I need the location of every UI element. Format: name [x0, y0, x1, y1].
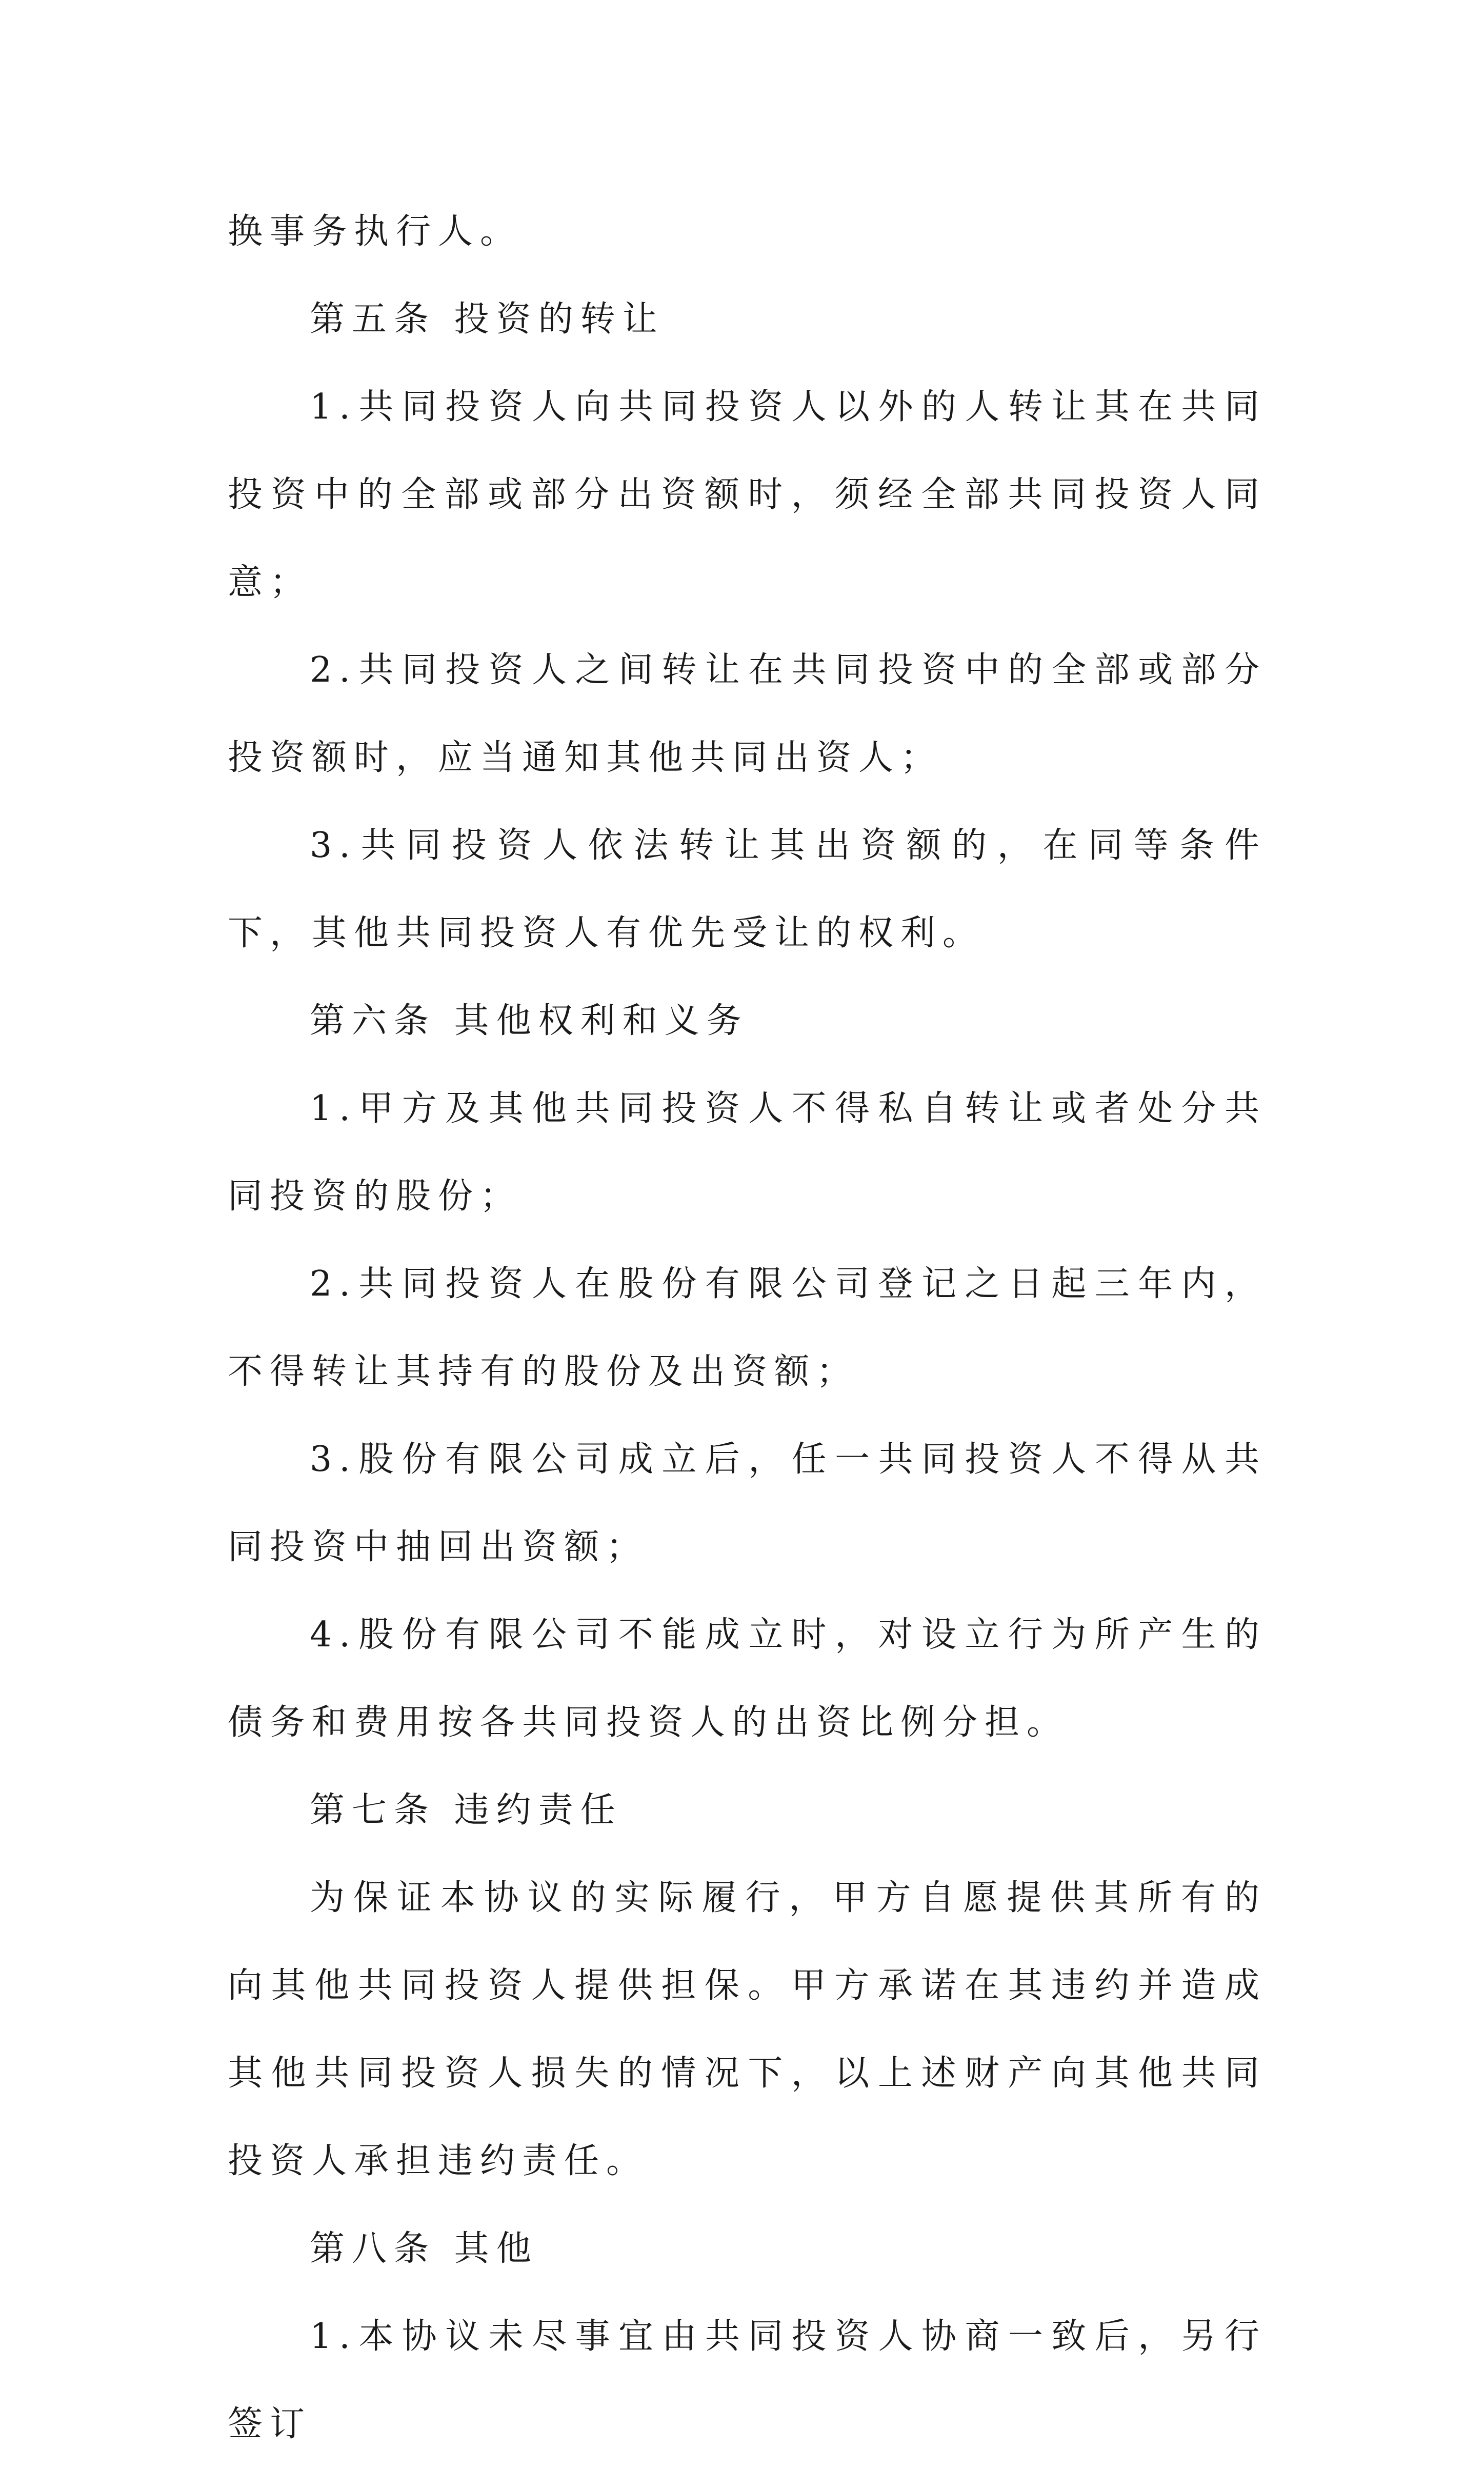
- article-6-clause-3: 3.股份有限公司成立后，任一共同投资人不得从共同投资中抽回出资额；: [228, 1439, 1267, 1567]
- article-5-heading: 第五条 投资的转让: [310, 299, 665, 340]
- article-6-clause-1: 1.甲方及其他共同投资人不得私自转让或者处分共同投资的股份；: [228, 1088, 1267, 1217]
- article-7-heading: 第七条 违约责任: [310, 1790, 623, 1830]
- paragraph-continuation: 换事务执行人。: [228, 211, 523, 252]
- article-6-clause-4: 4.股份有限公司不能成立时，对设立行为所产生的债务和费用按各共同投资人的出资比例分担。: [228, 1615, 1267, 1743]
- article-5-clause-3: 3.共同投资人依法转让其出资额的，在同等条件下，其他共同投资人有优先受让的权利。: [228, 825, 1267, 953]
- article-8-heading: 第八条 其他: [310, 2228, 538, 2269]
- article-7-body: 为保证本协议的实际履行，甲方自愿提供其所有的向其他共同投资人提供担保。甲方承诺在其违约并造成其他共同投资人损失的情况下，以上述财产向其他共同投资人承担违约责任。: [228, 1878, 1267, 2181]
- document-body: [228, 188, 1267, 2468]
- article-5-clause-1: 1.共同投资人向共同投资人以外的人转让其在共同投资中的全部或部分出资额时，须经全部共同投资人同意；: [228, 387, 1267, 603]
- article-6-clause-2: 2.共同投资人在股份有限公司登记之日起三年内，不得转让其持有的股份及出资额；: [228, 1264, 1267, 1392]
- article-6-heading: 第六条 其他权利和义务: [310, 1001, 749, 1041]
- article-8-clause-1: 1.本协议未尽事宜由共同投资人协商一致后，另行签订: [228, 2316, 1267, 2444]
- article-5-clause-2: 2.共同投资人之间转让在共同投资中的全部或部分投资额时，应当通知其他共同出资人；: [228, 650, 1267, 778]
